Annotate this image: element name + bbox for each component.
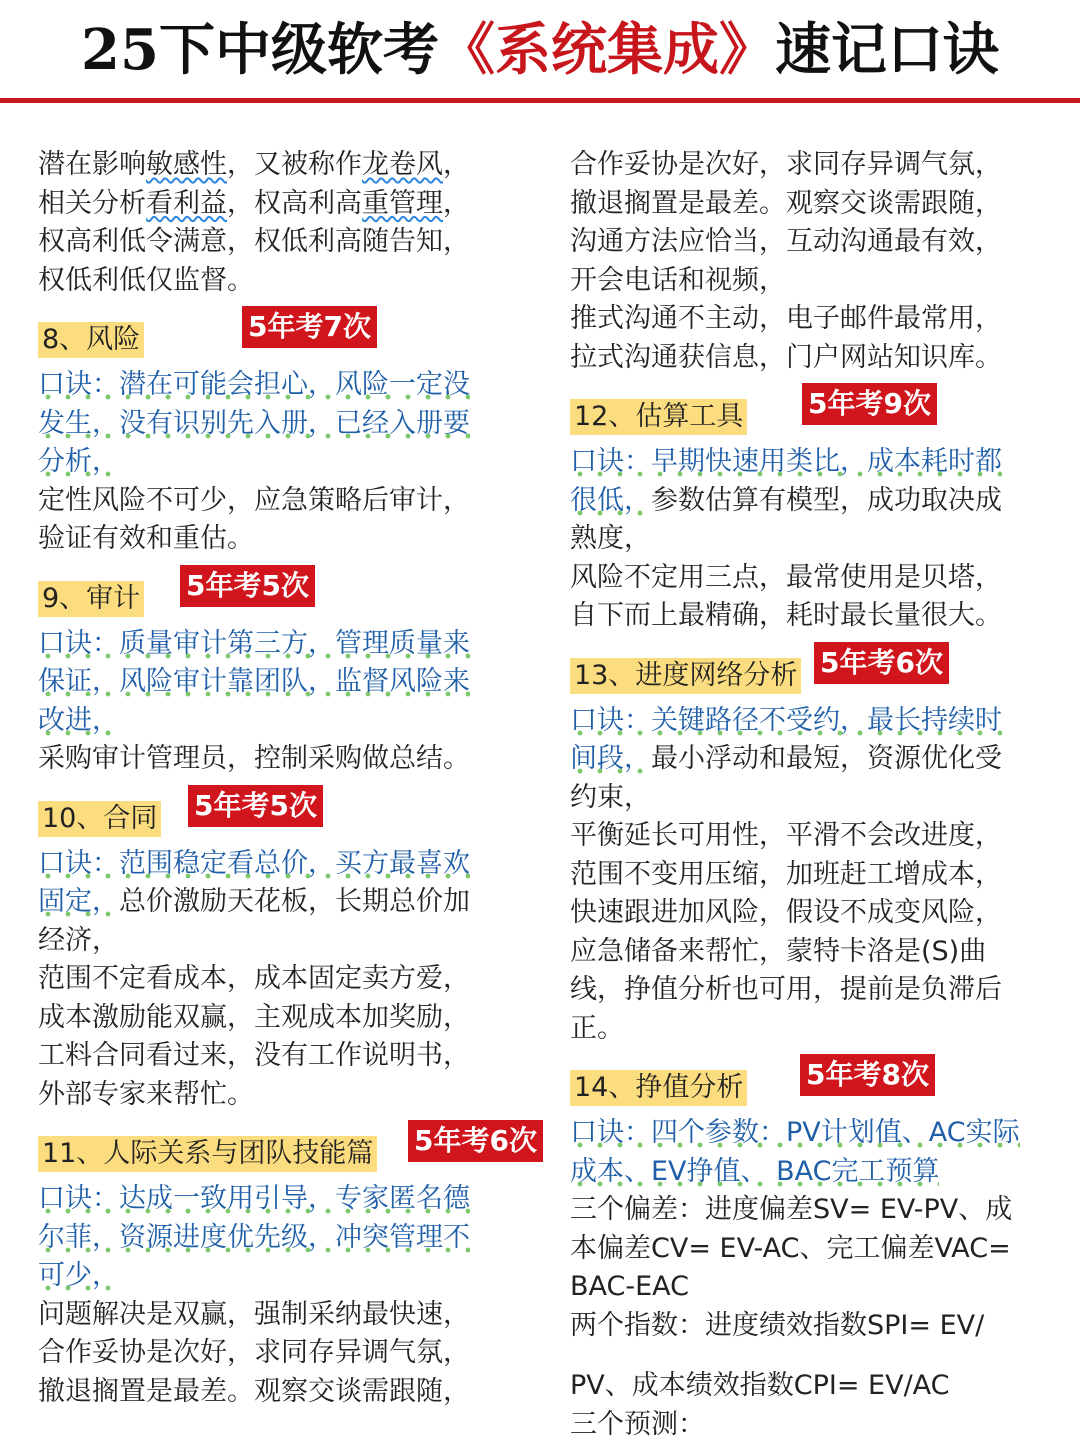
body-fragment: 参数估算有模型，成功取决成	[651, 485, 1002, 516]
section-header-12	[570, 391, 1050, 441]
wavy-emphasis: 敏感性	[146, 149, 227, 180]
section-header-13	[570, 650, 1050, 700]
intro-line: 潜在影响敏感性，又被称作龙卷风，	[38, 146, 516, 185]
body-line: PV、成本绩效指数CPI= EV/AC	[570, 1367, 1050, 1406]
body-line: 撤退搁置是最差。观察交谈需跟随，	[38, 1373, 516, 1412]
body-line: 约束，	[570, 779, 1050, 818]
body-fragment: 最小浮动和最短，资源优化受	[651, 743, 1002, 774]
body-line: 本偏差CV= EV-AC、完工偏差VAC=	[570, 1230, 1050, 1269]
body-line: 开会电话和视频，	[570, 262, 1050, 301]
body-line: 定性风险不可少，应急策略后审计，	[38, 482, 516, 521]
body-line: 三个预测：	[570, 1406, 1050, 1444]
left-column	[38, 146, 516, 1411]
mantra-line: 口诀：早期快速用类比，成本耗时都	[570, 443, 1050, 482]
mantra-line: 尔菲，资源进度优先级，冲突管理不	[38, 1219, 516, 1258]
body-line: 推式沟通不主动，电子邮件最常用，	[570, 300, 1050, 339]
body-line: 采购审计管理员，控制采购做总结。	[38, 740, 516, 779]
body-line: 应急储备来帮忙，蒙特卡洛是(S)曲	[570, 933, 1050, 972]
mantra-line: 分析，	[38, 443, 516, 482]
body-line: 快速跟进加风险，假设不成变风险，	[570, 894, 1050, 933]
body-line: 验证有效和重估。	[38, 520, 516, 559]
body-line: 两个指数：进度绩效指数SPI= EV/	[570, 1307, 1050, 1346]
body-line: 合作妥协是次好，求同存异调气氛，	[38, 1334, 516, 1373]
page-title	[0, 0, 1080, 100]
mantra-line: 发生，没有识别先入册，已经入册要	[38, 405, 516, 444]
mantra-line: 口诀：质量审计第三方，管理质量来	[38, 625, 516, 664]
body-line: 撤退搁置是最差。观察交谈需跟随，	[570, 185, 1050, 224]
frequency-badge: 5年考6次	[408, 1120, 543, 1162]
intro-line: 权低利低仅监督。	[38, 262, 516, 301]
body-line: 工料合同看过来，没有工作说明书，	[38, 1037, 516, 1076]
mantra-line: 口诀：范围稳定看总价，买方最喜欢	[38, 845, 516, 884]
title-prefix: 25下中级软考	[81, 17, 439, 83]
section-title: 12、估算工具	[570, 399, 747, 435]
wavy-emphasis: 重管理	[362, 188, 443, 219]
section-title: 14、挣值分析	[570, 1070, 747, 1106]
body-fragment: 总价激励天花板，长期总价加	[119, 886, 470, 917]
mantra-line: 口诀：潜在可能会担心，风险一定没	[38, 366, 516, 405]
body-line: 熟度，	[570, 520, 1050, 559]
mantra-line: 口诀：达成一致用引导，专家匿名德	[38, 1180, 516, 1219]
section-title: 8、风险	[38, 322, 144, 358]
body-line: 三个偏差：进度偏差SV= EV-PV、成	[570, 1191, 1050, 1230]
body-line: 正。	[570, 1010, 1050, 1049]
frequency-badge: 5年考8次	[800, 1054, 935, 1096]
section-title: 10、合同	[38, 801, 161, 837]
mixed-line	[570, 740, 1050, 779]
section-header-9	[38, 573, 516, 623]
frequency-badge: 5年考7次	[242, 306, 377, 348]
body-line: 经济，	[38, 922, 516, 961]
body-line: 范围不定看成本，成本固定卖方爱，	[38, 960, 516, 999]
body-line: 线，挣值分析也可用，提前是负滞后	[570, 971, 1050, 1010]
body-line: BAC-EAC	[570, 1268, 1050, 1307]
body-line: 沟通方法应恰当，互动沟通最有效，	[570, 223, 1050, 262]
body-line: 拉式沟通获信息，门户网站知识库。	[570, 339, 1050, 378]
title-divider	[0, 98, 1080, 103]
body-line: 范围不变用压缩，加班赶工增成本，	[570, 856, 1050, 895]
mantra-line: 成本、EV挣值、 BAC完工预算	[570, 1153, 1050, 1192]
wavy-emphasis: 龙卷风	[362, 149, 443, 180]
title-accent: 《系统集成》	[439, 17, 775, 83]
section-header-11	[38, 1128, 516, 1178]
mixed-line	[570, 482, 1050, 521]
body-line: 自下而上最精确，耗时最长量很大。	[570, 597, 1050, 636]
body-line: 合作妥协是次好，求同存异调气氛，	[570, 146, 1050, 185]
body-line: 成本激励能双赢，主观成本加奖励，	[38, 999, 516, 1038]
intro-line: 相关分析看利益，权高利高重管理，	[38, 185, 516, 224]
frequency-badge: 5年考5次	[180, 565, 315, 607]
section-title: 9、审计	[38, 581, 144, 617]
mantra-line: 改进，	[38, 702, 516, 741]
mantra-line: 口诀：四个参数：PV计划值、AC实际	[570, 1114, 1050, 1153]
frequency-badge: 5年考6次	[814, 642, 949, 684]
section-header-8	[38, 314, 516, 364]
body-line: 风险不定用三点，最常使用是贝塔，	[570, 559, 1050, 598]
body-line: 平衡延长可用性，平滑不会改进度，	[570, 817, 1050, 856]
mantra-fragment: 间段，	[570, 743, 651, 775]
frequency-badge: 5年考5次	[188, 785, 323, 827]
mantra-line: 口诀：关键路径不受约，最长持续时	[570, 702, 1050, 741]
section-header-10	[38, 793, 516, 843]
mixed-line	[38, 883, 516, 922]
section-title: 11、人际关系与团队技能篇	[38, 1136, 377, 1172]
mantra-line: 可少，	[38, 1257, 516, 1296]
mantra-line: 保证，风险审计靠团队，监督风险来	[38, 663, 516, 702]
intro-text	[38, 146, 516, 300]
body-line: 问题解决是双赢，强制采纳最快速，	[38, 1296, 516, 1335]
mantra-fragment: 很低，	[570, 485, 651, 517]
section-title: 13、进度网络分析	[570, 658, 801, 694]
title-suffix: 速记口诀	[775, 17, 999, 83]
mantra-fragment: 固定，	[38, 886, 119, 918]
section-header-14	[570, 1062, 1050, 1112]
blank-gap	[570, 1345, 1050, 1367]
body-line: 外部专家来帮忙。	[38, 1076, 516, 1115]
frequency-badge: 5年考9次	[802, 383, 937, 425]
wavy-emphasis: 看利益	[146, 188, 227, 219]
right-column	[570, 146, 1050, 1444]
intro-line: 权高利低令满意，权低利高随告知，	[38, 223, 516, 262]
